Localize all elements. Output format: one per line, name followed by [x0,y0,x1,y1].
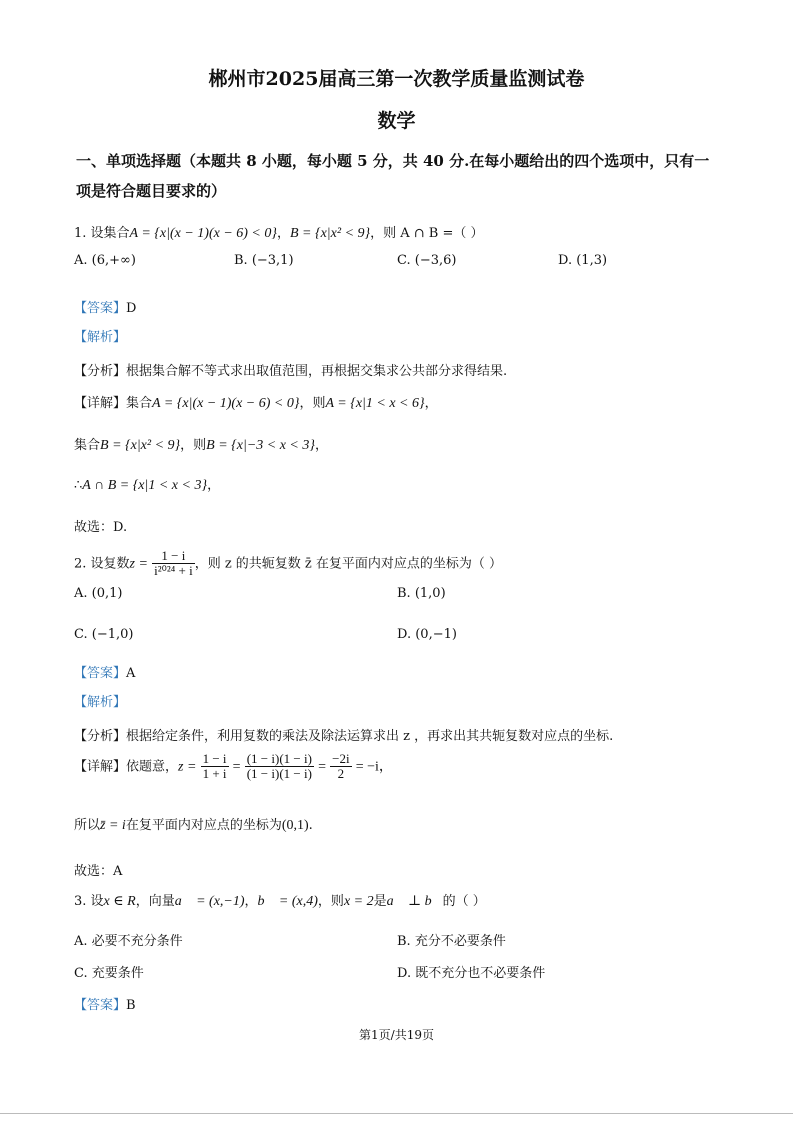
question-1-prefix: 1. 设集合 [74,226,130,241]
question-3-option-a: A. 必要不充分条件 [74,934,183,949]
question-2-conclusion: 故选：A [74,864,123,879]
answer-value: B [126,998,136,1013]
question-2-option-d: D. (0,−1) [397,627,457,642]
question-1-conclusion: 故选：D. [74,520,128,535]
answer-tag: 【答案】 [74,301,127,316]
detail-text: 集合 [126,396,153,411]
page-title: 郴州市2025届高三第一次教学质量监测试卷 [208,68,585,90]
question-2-option-a: A. (0,1) [74,586,123,601]
math-expression: z = [178,759,197,775]
fraction-numerator: 1 − i [202,751,227,766]
section-heading-line1: 一、单项选择题（本题共 8 小题，每小题 5 分，共 40 分.在每小题给出的四个选项中，只有一 [76,152,710,170]
question-2-answer [74,662,135,681]
math-expression: = −i， [355,759,393,775]
fenxi-text: 根据给定条件，利用复数的乘法及除法运算求出 z ，再求出其共轭复数对应点的坐标. [126,729,614,744]
detail-text: ， [207,478,221,493]
question-1-option-d: D. (1,3) [558,253,608,268]
math-expression: x = 2 [343,894,374,909]
therefore-symbol: ∴ [74,478,83,493]
question-1-set-b: B = {x|x² < 9} [290,226,371,241]
question-1-option-c: C. (−3,6) [397,253,457,268]
question-1-detail-step1 [74,392,438,412]
bottom-divider [0,1113,793,1114]
math-expression: a⃗ ⊥ b⃗ [386,894,443,909]
fraction-denominator: 2 [337,766,345,782]
math-expression: B = {x|−3 < x < 3} [206,438,315,453]
fraction-2 [245,752,314,782]
answer-value: A [126,666,136,681]
stem-text: ，向量 [135,894,175,909]
detail-text: 所以 [74,818,101,833]
question-1-detail-step2 [74,434,328,454]
fraction-numerator: (1 − i)(1 − i) [246,751,312,766]
question-2-option-b: B. (1,0) [397,586,446,601]
question-1-stem [74,222,484,242]
math-expression: B = {x|x² < 9} [100,438,181,453]
question-2-detail-step2 [74,814,313,834]
question-3-option-b: B. 充分不必要条件 [397,934,506,949]
fraction-numerator: −2i [332,751,350,766]
detail-text: ， [314,438,328,453]
equals-sign: = [318,759,326,775]
question-3-answer [74,994,136,1013]
math-expression: A = {x|(x − 1)(x − 6) < 0} [152,396,300,411]
question-2-detail-step1 [74,752,393,782]
math-expression: z̄ = i [100,818,126,833]
detail-text: ，则 [180,438,207,453]
question-2-stem [74,549,502,579]
question-3-option-d: D. 既不充分也不必要条件 [397,966,546,981]
stem-text: ， [244,894,258,909]
math-expression: A ∩ B = {x|1 < x < 3} [82,478,208,493]
stem-text: ，则 [317,894,344,909]
question-1-fenxi [74,360,507,379]
question-3-option-c: C. 充要条件 [74,966,144,981]
detail-text: . [308,818,313,833]
equals-sign: = [232,759,241,775]
question-2-option-c: C. (−1,0) [74,627,134,642]
fenxi-text: 根据集合解不等式求出取值范围，再根据交集求公共部分求得结果. [126,364,508,379]
question-3-ask: 的（ ） [442,894,486,909]
detail-text: ， [424,396,438,411]
detail-text: 依题意， [126,759,179,775]
question-2-ask: ，则 z 的共轭复数 z̄ 在复平面内对应点的坐标为（ ） [194,556,503,572]
math-expression: b⃗ = (x,4) [257,894,318,909]
question-2-analysis-tag: 【解析】 [74,695,127,710]
question-1-detail-step3 [74,474,220,494]
answer-tag: 【答案】 [74,666,127,681]
math-expression: A = {x|1 < x < 6} [325,396,425,411]
subject-title: 数学 [377,110,416,132]
math-expression: (0,1) [281,818,309,833]
question-2-fenxi [74,725,613,744]
fraction-numerator: 1 − i [152,549,195,564]
question-2-fraction [152,549,195,579]
detail-text: 在复平面内对应点的坐标为 [125,818,282,833]
fraction-3 [330,752,351,782]
question-3-stem [74,890,486,910]
question-1-answer [74,297,136,316]
question-1-analysis-tag: 【解析】 [74,330,127,345]
question-1-comma: ， [276,226,290,241]
math-expression: z = [129,556,148,572]
answer-tag: 【答案】 [74,998,127,1013]
fraction-denominator: 1 + i [202,766,227,782]
question-2-prefix: 2. 设复数 [74,556,130,572]
question-1-set-a: A = {x|(x − 1)(x − 6) < 0} [129,226,277,241]
math-expression: a⃗ = (x,−1) [174,894,245,909]
detail-text: ，则 [299,396,326,411]
question-3-prefix: 3. 设 [74,894,104,909]
detail-tag: 【详解】 [74,759,127,775]
question-1-option-b: B. (−3,1) [234,253,294,268]
page-number: 第1页/共19页 [359,1028,434,1042]
fraction-1 [201,752,229,782]
answer-value: D [126,301,137,316]
fraction-denominator: i²⁰²⁴ + i [154,563,193,579]
stem-text: 是 [373,894,387,909]
fenxi-tag: 【分析】 [74,729,127,744]
question-1-ask: ，则 A ∩ B =（ ） [370,226,484,241]
question-1-option-a: A. (6,+∞) [74,253,136,268]
fraction-denominator: (1 − i)(1 − i) [246,766,312,782]
detail-tag: 【详解】 [74,396,127,411]
fenxi-tag: 【分析】 [74,364,127,379]
section-heading-line2: 项是符合题目要求的） [76,182,227,200]
math-expression: x ∈ R [103,894,136,909]
detail-text: 集合 [74,438,101,453]
